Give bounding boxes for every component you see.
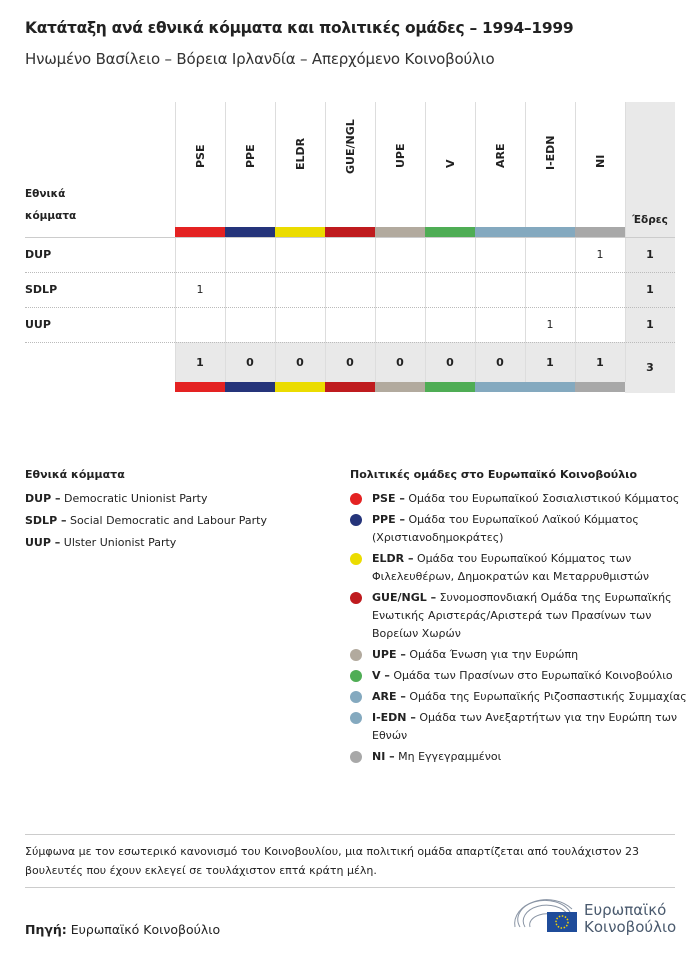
group-legend-item (350, 490, 690, 508)
group-legend-heading: Πολιτικές ομάδες στο Ευρωπαϊκό Κοινοβούλιο (350, 468, 638, 481)
group-color-bar (475, 382, 525, 392)
footnote: Σύμφωνα με τον εσωτερικό κανονισμό του Κοινοβουλίου, μια πολιτική ομάδα απαρτίζεται από τουλάχιστον 23 βουλευτές που έχουν εκλεγεί σε τουλάχιστον επτά κράτη μέλη. (25, 845, 639, 877)
source (25, 922, 220, 937)
group-color-bar (275, 227, 325, 237)
source-value: Ευρωπαϊκό Κοινοβούλιο (70, 922, 221, 937)
group-legend-item (350, 748, 690, 766)
group-total: 0 (346, 355, 354, 369)
party-legend-item (25, 534, 340, 552)
page-subtitle: Ηνωμένο Βασίλειο – Βόρεια Ιρλανδία – Απερχόμενο Κοινοβούλιο (25, 50, 495, 68)
group-full-name: Ομάδα του Ευρωπαϊκού Κόμματος των Φιλελευθέρων, Δημοκρατών και Μεταρρυθμιστών (372, 552, 650, 583)
group-legend-item (350, 550, 690, 586)
column-divider (325, 102, 326, 382)
group-color-dot-icon (350, 712, 362, 724)
party-full-name: Social Democratic and Labour Party (69, 514, 267, 527)
logo-text (584, 902, 676, 936)
party-name: SDLP (25, 283, 58, 296)
party-legend-item (25, 512, 340, 530)
group-total: 0 (496, 355, 504, 369)
group-color-dot-icon (350, 670, 362, 682)
group-full-name: Συνομοσπονδιακή Ομάδα της Ευρωπαϊκής Ενωτικής Αριστεράς/Αριστερά των Πρασίνων των Βορείων Χωρών (372, 591, 672, 640)
group-color-bar (425, 227, 475, 237)
group-color-bar (575, 227, 625, 237)
group-header-i-edn: I-EDN (544, 135, 557, 170)
group-color-bar (175, 382, 225, 392)
column-divider (225, 102, 226, 382)
group-legend-item (350, 589, 690, 643)
group-total: 0 (446, 355, 454, 369)
group-color-bar (375, 382, 425, 392)
group-header-ppe: PPE (244, 144, 257, 168)
group-full-name: Μη Εγγεγραμμένοι (398, 750, 502, 763)
group-total: 1 (196, 355, 204, 369)
group-code: NI – (372, 750, 395, 763)
row-seats: 1 (646, 283, 654, 296)
party-header: Εθνικά κόμματα (25, 187, 77, 222)
group-code: I-EDN – (372, 711, 416, 724)
group-color-dot-icon (350, 553, 362, 565)
group-header-v: V (444, 159, 457, 168)
party-name: UUP (25, 318, 51, 331)
group-color-bar (325, 227, 375, 237)
group-code: PSE – (372, 492, 405, 505)
seats-table (25, 102, 675, 393)
party-legend-heading: Εθνικά κόμματα (25, 468, 125, 481)
group-color-dot-icon (350, 493, 362, 505)
column-divider (275, 102, 276, 382)
group-color-bar (425, 382, 475, 392)
group-full-name: Ομάδα του Ευρωπαϊκού Λαϊκού Κόμματος (Χριστιανοδημοκράτες) (372, 513, 639, 544)
european-parliament-logo (512, 897, 578, 935)
group-total: 0 (246, 355, 254, 369)
divider (25, 834, 675, 835)
hemicycle-icon (512, 897, 578, 935)
group-color-dot-icon (350, 751, 362, 763)
seats-header: Έδρες (632, 214, 668, 226)
group-code: ARE – (372, 690, 406, 703)
group-header-ni: NI (594, 154, 607, 168)
group-color-dot-icon (350, 592, 362, 604)
group-total: 1 (596, 355, 604, 369)
group-color-bar (375, 227, 425, 237)
group-color-bar (475, 227, 525, 237)
party-code: SDLP – (25, 514, 67, 527)
group-full-name: Ομάδα του Ευρωπαϊκού Σοσιαλιστικού Κόμματος (408, 492, 680, 505)
page-title: Κατάταξη ανά εθνικά κόμματα και πολιτικές ομάδες – 1994–1999 (25, 19, 574, 37)
group-code: PPE – (372, 513, 405, 526)
party-name: DUP (25, 248, 52, 261)
group-legend-item (350, 646, 690, 664)
column-divider (475, 102, 476, 382)
group-header-are: ARE (494, 143, 507, 168)
group-code: UPE – (372, 648, 406, 661)
group-header-upe: UPE (394, 143, 407, 168)
row-seats: 1 (646, 318, 654, 331)
group-legend (350, 490, 690, 766)
group-color-bar (225, 382, 275, 392)
logo-line1: Ευρωπαϊκό (584, 901, 667, 919)
group-total: 0 (396, 355, 404, 369)
group-full-name: Ομάδα των Ανεξαρτήτων για την Ευρώπη των Εθνών (372, 711, 678, 742)
party-code: DUP – (25, 492, 61, 505)
group-legend-item (350, 511, 690, 547)
total-seats: 3 (646, 360, 654, 374)
group-legend-item (350, 667, 690, 685)
group-code: ELDR – (372, 552, 414, 565)
group-total: 0 (296, 355, 304, 369)
column-divider (425, 102, 426, 382)
group-color-bar (275, 382, 325, 392)
table-cell: 1 (196, 283, 204, 296)
group-color-bar (225, 227, 275, 237)
party-code: UUP – (25, 536, 61, 549)
group-header-pse: PSE (194, 144, 207, 168)
party-full-name: Ulster Unionist Party (63, 536, 177, 549)
group-color-dot-icon (350, 691, 362, 703)
row-seats: 1 (646, 248, 654, 261)
group-code: GUE/NGL – (372, 591, 437, 604)
column-divider (375, 102, 376, 382)
party-full-name: Democratic Unionist Party (63, 492, 208, 505)
group-code: V – (372, 669, 390, 682)
group-color-bar (175, 227, 225, 237)
group-header-gue-ngl: GUE/NGL (344, 119, 357, 174)
group-color-bar (575, 382, 625, 392)
logo-line2: Κοινοβούλιο (584, 918, 677, 936)
group-full-name: Ομάδα της Ευρωπαϊκής Ριζοσπαστικής Συμμαχίας (409, 690, 687, 703)
table-cell: 1 (546, 318, 554, 331)
group-header-eldr: ELDR (294, 137, 307, 170)
group-full-name: Ομάδα των Πρασίνων στο Ευρωπαϊκό Κοινοβούλιο (393, 669, 673, 682)
group-legend-item (350, 709, 690, 745)
party-legend-item (25, 490, 340, 508)
group-total: 1 (546, 355, 554, 369)
group-color-bar (525, 382, 575, 392)
group-color-dot-icon (350, 649, 362, 661)
group-color-bar (325, 382, 375, 392)
divider (25, 887, 675, 888)
group-legend-item (350, 688, 690, 706)
source-label: Πηγή: (25, 922, 67, 937)
group-color-bar (525, 227, 575, 237)
group-color-dot-icon (350, 514, 362, 526)
table-cell: 1 (596, 248, 604, 261)
column-divider (175, 102, 176, 382)
group-full-name: Ομάδα Ένωση για την Ευρώπη (409, 648, 579, 661)
